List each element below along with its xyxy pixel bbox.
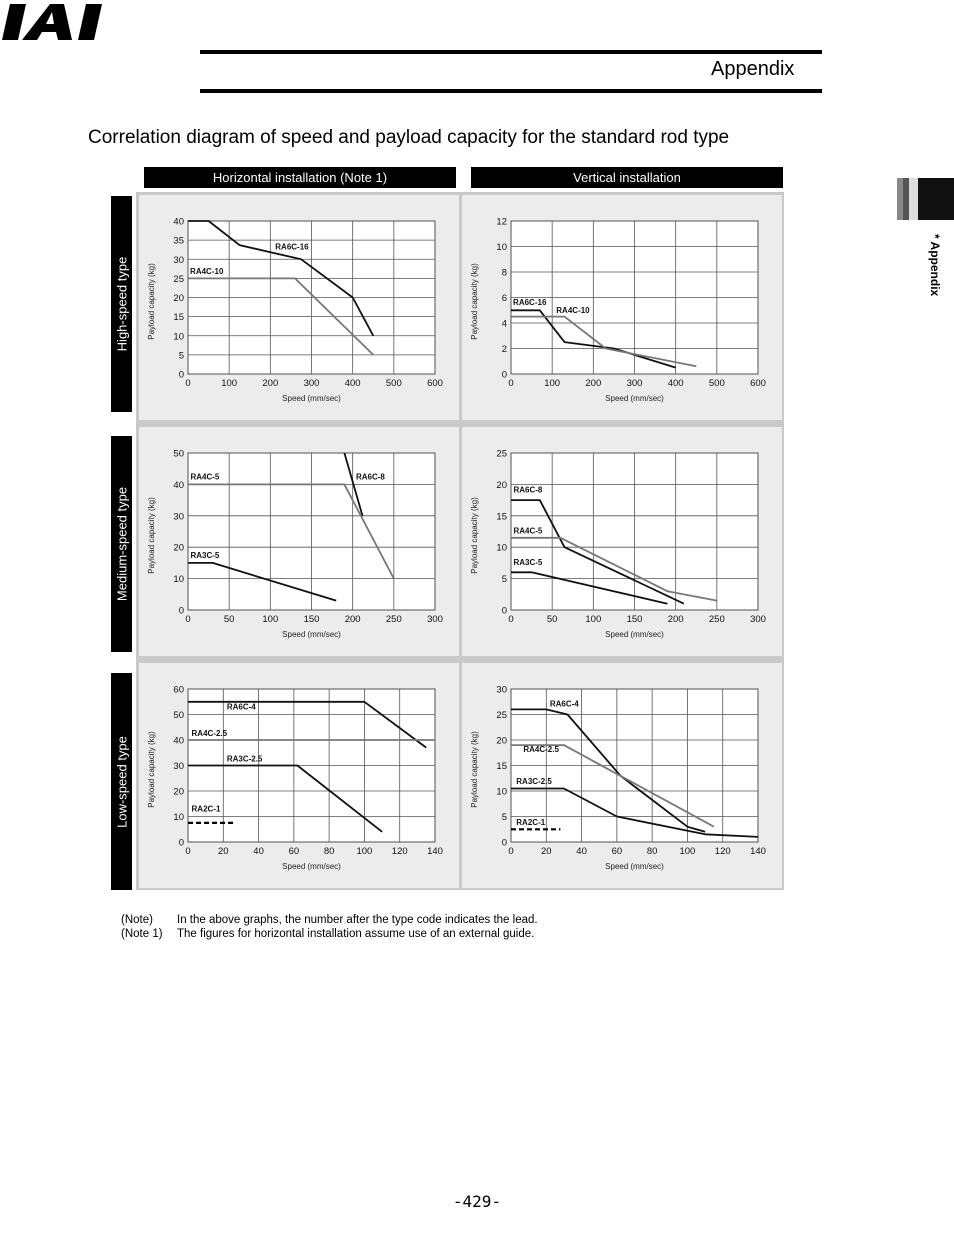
- y-tick-label: 20: [173, 293, 184, 304]
- x-tick-label: 300: [303, 378, 320, 389]
- side-tab-block: [897, 178, 954, 220]
- x-tick-label: 150: [303, 614, 320, 625]
- chart-low-vertical: [462, 663, 782, 888]
- x-tick-label: 300: [626, 378, 643, 389]
- chart-high-vertical: [462, 195, 782, 420]
- x-tick-label: 100: [356, 846, 373, 857]
- x-tick-label: 120: [714, 846, 731, 857]
- y-tick-label: 25: [496, 448, 507, 460]
- note-1-text: In the above graphs, the number after the type code indicates the lead.: [177, 914, 538, 926]
- series-label: RA3C-5: [513, 557, 543, 567]
- y-tick-label: 12: [496, 216, 507, 228]
- series-label: RA6C-8: [513, 485, 543, 495]
- x-tick-label: 250: [708, 614, 725, 625]
- y-tick-label: 0: [501, 837, 507, 849]
- x-tick-label: 200: [667, 614, 684, 625]
- y-tick-label: 25: [173, 273, 184, 285]
- x-axis-label: Speed (mm/sec): [282, 630, 341, 639]
- x-tick-label: 250: [385, 614, 402, 625]
- y-tick-label: 5: [178, 350, 184, 362]
- x-tick-label: 140: [750, 846, 766, 857]
- x-tick-label: 100: [679, 846, 696, 857]
- series-label: RA2C-1: [191, 804, 221, 814]
- x-tick-label: 400: [667, 378, 684, 389]
- y-tick-label: 0: [178, 369, 184, 381]
- y-tick-label: 0: [501, 605, 507, 617]
- x-tick-label: 150: [626, 614, 643, 625]
- iai-logo: [0, 0, 110, 44]
- series-label: RA6C-16: [513, 298, 547, 308]
- y-tick-label: 35: [173, 235, 184, 247]
- x-tick-label: 300: [750, 614, 766, 625]
- row-label-low: [111, 673, 132, 890]
- row-label-high: [111, 196, 132, 412]
- y-tick-label: 10: [496, 242, 507, 253]
- y-tick-label: 15: [496, 511, 507, 523]
- y-tick-label: 40: [173, 479, 184, 491]
- series-label: RA4C-2.5: [191, 729, 228, 739]
- note-1-key: (Note): [121, 914, 153, 926]
- series-label: RA4C-5: [513, 526, 543, 536]
- chart-panel-high-vertical: [462, 195, 782, 420]
- y-tick-label: 40: [173, 216, 184, 228]
- series-label: RA4C-10: [556, 305, 590, 315]
- row-label-high-text: High-speed type: [114, 256, 129, 352]
- y-tick-label: 40: [173, 735, 184, 747]
- x-tick-label: 600: [750, 378, 766, 389]
- y-tick-label: 6: [501, 293, 507, 304]
- series-label: RA3C-2.5: [226, 754, 263, 764]
- x-tick-label: 40: [576, 846, 587, 857]
- x-tick-label: 500: [708, 378, 725, 389]
- chart-medium-horizontal: [139, 427, 459, 656]
- row-label-medium-text: Medium-speed type: [114, 486, 129, 602]
- series-label: RA2C-1: [516, 818, 546, 828]
- x-tick-label: 20: [217, 846, 229, 857]
- chart-panel-low-vertical: [462, 663, 782, 888]
- y-tick-label: 20: [496, 479, 507, 491]
- y-tick-label: 10: [173, 574, 184, 586]
- x-tick-label: 200: [262, 378, 279, 389]
- page-title: Correlation diagram of speed and payload capacity for the standard rod type: [88, 127, 730, 148]
- x-tick-label: 0: [185, 378, 191, 389]
- x-tick-label: 50: [546, 614, 558, 625]
- x-tick-label: 80: [646, 846, 658, 857]
- series-label: RA6C-8: [355, 472, 385, 482]
- row-label-medium: [111, 436, 132, 652]
- x-tick-label: 500: [385, 378, 402, 389]
- y-tick-label: 50: [173, 710, 184, 721]
- y-tick-label: 30: [173, 511, 184, 523]
- x-axis-label: Speed (mm/sec): [605, 862, 664, 871]
- y-tick-label: 10: [173, 812, 184, 823]
- y-tick-label: 5: [501, 574, 507, 586]
- chart-panel-medium-vertical: [462, 427, 782, 656]
- x-axis-label: Speed (mm/sec): [282, 394, 341, 403]
- x-tick-label: 140: [427, 846, 443, 857]
- y-tick-label: 10: [496, 786, 507, 798]
- x-tick-label: 0: [508, 846, 514, 857]
- x-tick-label: 100: [585, 614, 602, 625]
- x-tick-label: 0: [185, 614, 191, 625]
- note-2-key: (Note 1): [121, 928, 163, 940]
- y-tick-label: 25: [496, 710, 507, 721]
- y-tick-label: 8: [501, 267, 507, 279]
- x-tick-label: 0: [508, 378, 514, 389]
- series-label: RA6C-4: [226, 702, 256, 712]
- x-axis-label: Speed (mm/sec): [282, 862, 341, 871]
- x-tick-label: 0: [508, 614, 514, 625]
- y-tick-label: 2: [501, 344, 507, 355]
- x-tick-label: 100: [221, 378, 238, 389]
- chart-high-horizontal: [139, 195, 459, 420]
- x-tick-label: 100: [262, 614, 279, 625]
- x-tick-label: 200: [585, 378, 602, 389]
- y-tick-label: 0: [178, 605, 184, 617]
- y-tick-label: 10: [173, 331, 184, 343]
- y-tick-label: 10: [496, 542, 507, 554]
- y-tick-label: 30: [173, 761, 184, 772]
- y-tick-label: 30: [173, 254, 184, 266]
- x-tick-label: 40: [253, 846, 264, 857]
- page-number: -429-: [452, 1192, 502, 1211]
- series-label: RA6C-4: [549, 699, 579, 709]
- x-tick-label: 100: [544, 378, 561, 389]
- series-label: RA3C-2.5: [516, 776, 552, 786]
- y-axis-label: Payload capacity (kg): [147, 497, 156, 574]
- y-tick-label: 20: [173, 542, 184, 554]
- y-tick-label: 4: [501, 318, 507, 330]
- x-tick-label: 200: [344, 614, 361, 625]
- y-axis-label: Payload capacity (kg): [147, 263, 156, 340]
- series-label: RA4C-2.5: [523, 745, 559, 755]
- x-tick-label: 120: [391, 846, 408, 857]
- side-tab-label: * Appendix: [928, 234, 942, 297]
- x-tick-label: 50: [223, 614, 235, 625]
- series-label: RA4C-5: [190, 472, 220, 482]
- header-section-title: Appendix: [711, 58, 795, 80]
- y-axis-label: Payload capacity (kg): [470, 731, 479, 808]
- series-label: RA3C-5: [190, 551, 220, 561]
- y-tick-label: 30: [496, 684, 507, 696]
- x-tick-label: 300: [427, 614, 443, 625]
- x-tick-label: 400: [344, 378, 361, 389]
- chart-low-horizontal: [139, 663, 459, 888]
- header-rule-bottom: [200, 89, 822, 93]
- series-label: RA4C-10: [190, 266, 224, 276]
- note-1: [121, 914, 538, 926]
- chart-medium-vertical: [462, 427, 782, 656]
- x-tick-label: 60: [611, 846, 623, 857]
- column-header-horizontal: Horizontal installation (Note 1): [144, 167, 456, 188]
- y-axis-label: Payload capacity (kg): [470, 497, 479, 574]
- y-axis-label: Payload capacity (kg): [470, 263, 479, 340]
- chart-panel-medium-horizontal: [139, 427, 459, 656]
- column-header-vertical: Vertical installation: [471, 167, 783, 188]
- note-2-text: The figures for horizontal installation assume use of an external guide.: [177, 928, 535, 940]
- y-tick-label: 60: [173, 684, 184, 696]
- y-tick-label: 20: [173, 786, 184, 798]
- note-2: [121, 928, 534, 940]
- x-tick-label: 600: [427, 378, 443, 389]
- y-axis-label: Payload capacity (kg): [147, 731, 156, 808]
- x-tick-label: 20: [540, 846, 552, 857]
- series-label: RA6C-16: [275, 242, 309, 252]
- x-axis-label: Speed (mm/sec): [605, 630, 664, 639]
- y-tick-label: 0: [501, 369, 507, 381]
- x-tick-label: 60: [288, 846, 300, 857]
- chart-panel-low-horizontal: [139, 663, 459, 888]
- x-tick-label: 0: [185, 846, 191, 857]
- chart-panel-high-horizontal: [139, 195, 459, 420]
- y-tick-label: 5: [501, 812, 507, 823]
- y-tick-label: 50: [173, 448, 184, 460]
- y-tick-label: 20: [496, 735, 507, 747]
- y-tick-label: 0: [178, 837, 184, 849]
- x-tick-label: 80: [323, 846, 335, 857]
- header-rule-top: [200, 50, 822, 54]
- x-axis-label: Speed (mm/sec): [605, 394, 664, 403]
- y-tick-label: 15: [173, 312, 184, 324]
- row-label-low-text: Low-speed type: [114, 735, 129, 828]
- y-tick-label: 15: [496, 761, 507, 772]
